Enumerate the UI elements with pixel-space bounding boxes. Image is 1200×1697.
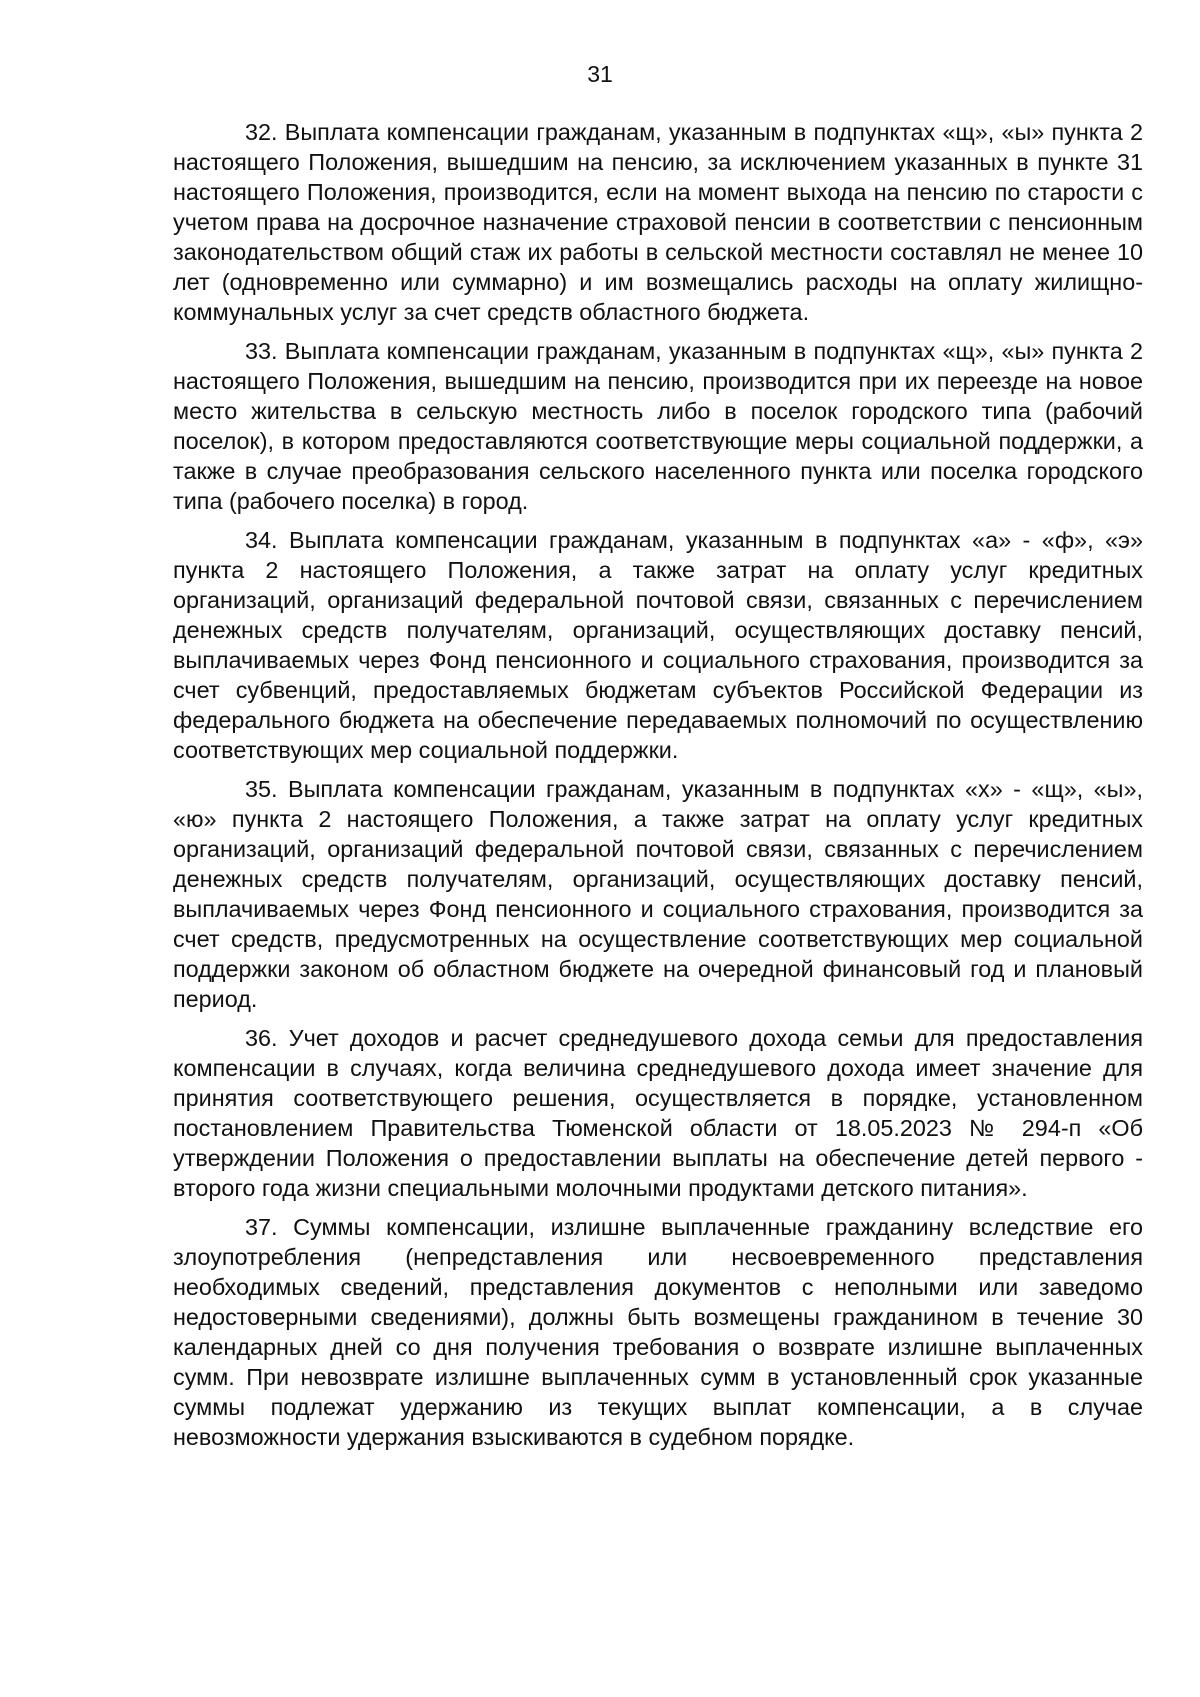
page-number: 31 [587,61,613,87]
paragraph-33: 33. Выплата компенсации гражданам, указанным в подпунктах «щ», «ы» пункта 2 настоящего Положения, вышедшим на пенсию, производится при их переезде на новое место жительства в сельскую местность либо в поселок городского типа (рабочий поселок), в котором предоставляются соответствующие меры социальной поддержки, а также в случае преобразования сельского населенного пункта или поселка городского типа (рабочего поселка) в город. [173,338,1143,514]
paragraph-36: 36. Учет доходов и расчет среднедушевого дохода семьи для предоставления компенсации в случаях, когда величина среднедушевого дохода имеет значение для принятия соответствующего решения, осуществляется в порядке, установленном постановлением Правительства Тюменской области от 18.05.2023 № 294-п «Об утверждении Положения о предоставлении выплаты на обеспечение детей первого - второго года жизни специальными молочными продуктами детского питания». [173,1025,1143,1201]
paragraph-37: 37. Суммы компенсации, излишне выплаченные гражданину вследствие его злоупотребления (непредставления или несвоевременного представления необходимых сведений, представления документов с неполными или заведомо недостоверными сведениями), должны быть возмещены гражданином в течение 30 календарных дней со дня получения требования о возврате излишне выплаченных сумм. При невозврате излишне выплаченных сумм в установленный срок указанные суммы подлежат удержанию из текущих выплат компенсации, а в случае невозможности удержания взыскиваются в судебном порядке. [173,1214,1143,1450]
document-body [173,117,1143,1461]
paragraph-34: 34. Выплата компенсации гражданам, указанным в подпунктах «а» - «ф», «э» пункта 2 настоящего Положения, а также затрат на оплату услуг кредитных организаций, организаций федеральной почтовой связи, связанных с перечислением денежных средств получателям, организаций, осуществляющих доставку пенсий, выплачиваемых через Фонд пенсионного и социального страхования, производится за счет субвенций, предоставляемых бюджетам субъектов Российской Федерации из федерального бюджета на обеспечение передаваемых полномочий по осуществлению соответствующих мер социальной поддержки. [173,527,1143,763]
paragraph-32: 32. Выплата компенсации гражданам, указанным в подпунктах «щ», «ы» пункта 2 настоящего Положения, вышедшим на пенсию, за исключением указанных в пункте 31 настоящего Положения, производится, если на момент выхода на пенсию по старости с учетом права на досрочное назначение страховой пенсии в соответствии с пенсионным законодательством общий стаж их работы в сельской местности составлял не менее 10 лет (одновременно или суммарно) и им возмещались расходы на оплату жилищно-коммунальных услуг за счет средств областного бюджета. [173,119,1143,325]
paragraph-35: 35. Выплата компенсации гражданам, указанным в подпунктах «х» - «щ», «ы», «ю» пункта 2 настоящего Положения, а также затрат на оплату услуг кредитных организаций, организаций федеральной почтовой связи, связанных с перечислением денежных средств получателям, организаций, осуществляющих доставку пенсий, выплачиваемых через Фонд пенсионного и социального страхования, производится за счет средств, предусмотренных на осуществление соответствующих мер социальной поддержки законом об областном бюджете на очередной финансовый год и плановый период. [173,776,1143,1012]
